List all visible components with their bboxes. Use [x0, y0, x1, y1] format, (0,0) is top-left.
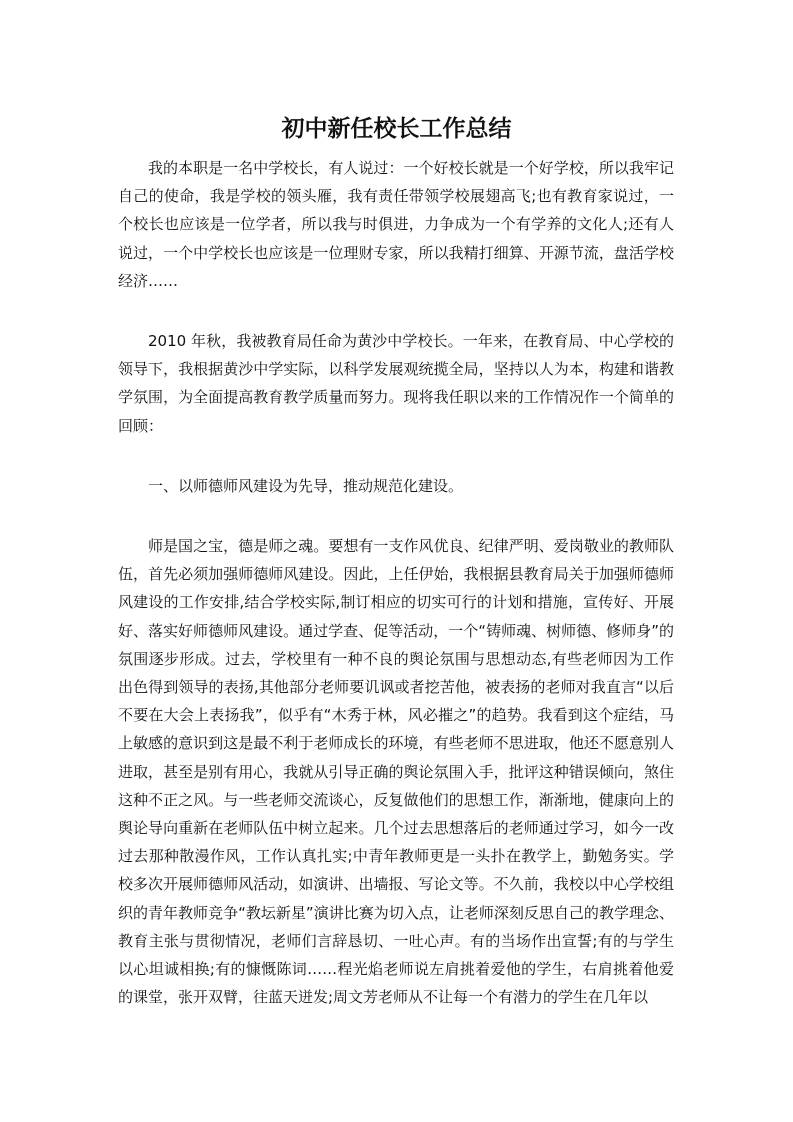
- section-heading-1: 一、以师德师风建设为先导，推动规范化建设。: [148, 476, 464, 495]
- paragraph-section-1-body: 师是国之宝，德是师之魂。要想有一支作风优良、纪律严明、爱岗敬业的教师队伍，首先必须加强师德师风建设。因此，上任伊始，我根据县教育局关于加强师德师风建设的工作安排,结合学校实际,制订相应的切实可行的计划和措施，宣传好、开展好、落实好师德师风建设。通过学查、促等活动，一个“铸师魂、树师德、修师身”的氛围逐步形成。过去，学校里有一种不良的舆论氛围与思想动态,有些老师因为工作出色得到领导的表扬,其他部分老师要讥讽或者挖苦他，被表扬的老师对我直言“以后不要在大会上表扬我”，似乎有“木秀于林，风必摧之”的趋势。我看到这个症结，马上敏感的意识到这是最不利于老师成长的环境，有些老师不思进取，他还不愿意别人进取，甚至是别有用心，我就从引导正确的舆论氛围入手，批评这种错误倾向，煞住这种不正之风。与一些老师交流谈心，反复做他们的思想工作，渐渐地，健康向上的舆论导向重新在老师队伍中树立起来。几个过去思想落后的老师通过学习，如今一改过去那种散漫作风，工作认真扎实;中青年教师更是一头扑在教学上，勤勉务实。学校多次开展师德师风活动，如演讲、出墙报、写论文等。不久前，我校以中心学校组织的青年教师竞争“教坛新星”演讲比赛为切入点，让老师深刻反思自己的教学理念、教育主张与贯彻情况，老师们言辞恳切、一吐心声。有的当场作出宣誓;有的与学生以心坦诚相换;有的慷慨陈词……程光焰老师说左肩挑着爱他的学生，右肩挑着他爱的课堂，张开双臂，往蓝天迸发;周文芳老师从不让每一个有潜力的学生在几年以: [118, 537, 674, 1007]
- paragraph-intro: 我的本职是一名中学校长，有人说过：一个好校长就是一个好学校，所以我牢记自己的使命，我是学校的领头雁，我有责任带领学校展翅高飞;也有教育家说过，一个校长也应该是一位学者，所以我与时俱进，力争成为一个有学养的文化人;还有人说过，一个中学校长也应该是一位理财专家，所以我精打细算、开源节流，盘活学校经济……: [118, 159, 674, 290]
- paragraph-overview: 2010 年秋，我被教育局任命为黄沙中学校长。一年来，在教育局、中心学校的领导下，我根据黄沙中学实际，以科学发展观统揽全局，坚持以人为本，构建和谐教学氛围，为全面提高教育教学质量而努力。现将我任职以来的工作情况作一个简单的回顾：: [118, 332, 674, 435]
- document-body: [118, 154, 674, 1043]
- document-title: 初中新任校长工作总结: [281, 116, 512, 142]
